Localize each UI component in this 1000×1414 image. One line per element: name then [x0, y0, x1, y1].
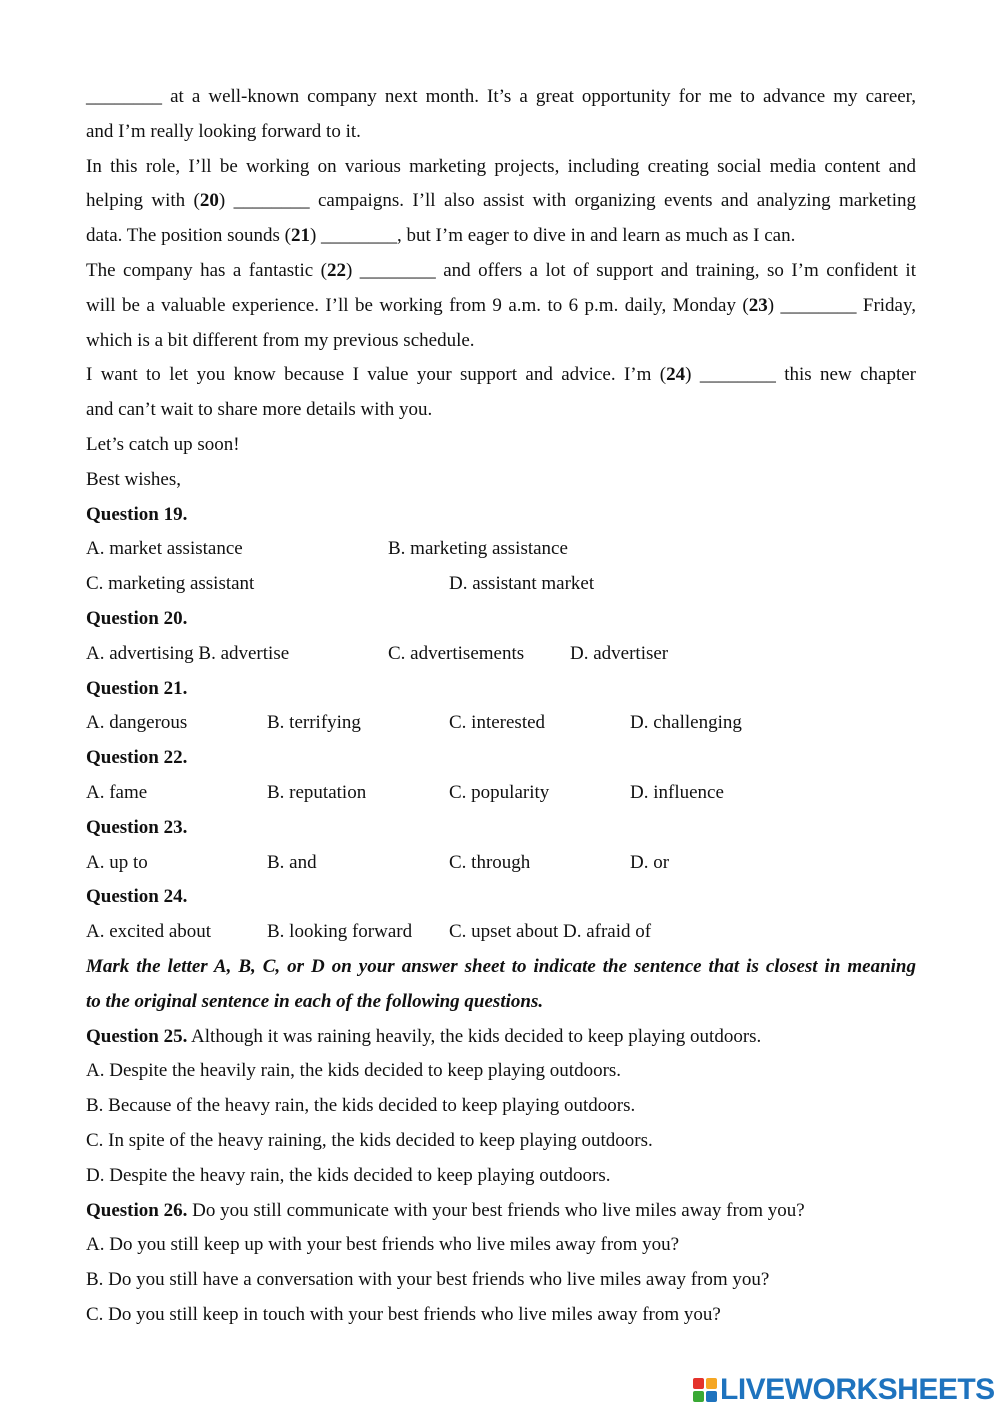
question-label: Question 21. — [86, 677, 188, 699]
options-row — [86, 706, 916, 741]
answer-option[interactable]: D. Despite the heavy rain, the kids decided to keep playing outdoors. — [86, 1164, 611, 1186]
answer-option[interactable]: A. fame — [86, 781, 148, 803]
passage-line: which is a bit different from my previous schedule. — [86, 329, 475, 351]
passage-line: and can’t wait to share more details with you. — [86, 399, 433, 421]
question-label: Question 20. — [86, 607, 188, 629]
worksheet-page — [86, 80, 916, 1333]
liveworksheets-logo[interactable] — [693, 1374, 995, 1406]
answer-option[interactable]: A. excited about — [86, 921, 212, 943]
answer-option[interactable]: D. influence — [630, 781, 724, 803]
options-row — [86, 915, 916, 950]
answer-option[interactable]: B. reputation — [267, 781, 367, 803]
answer-option[interactable]: A. dangerous — [86, 712, 188, 734]
passage-line: ________ at a well-known company next month. It’s a great opportunity for me to advance my career, — [86, 86, 916, 107]
question-label: Question 19. — [86, 503, 188, 525]
answer-option[interactable]: A. Do you still keep up with your best friends who live miles away from you? — [86, 1234, 680, 1256]
question-label: Question 22. — [86, 747, 188, 769]
passage-line: data. The position sounds (21) ________, but I’m eager to dive in and learn as much as I can. — [86, 225, 796, 247]
question-label: Question 24. — [86, 886, 188, 908]
options-row — [86, 637, 916, 672]
logo-text: LIVEWORKSHEETS — [720, 1373, 995, 1406]
options-row — [86, 567, 916, 602]
answer-option[interactable]: C. marketing assistant — [86, 573, 255, 595]
logo-mark-icon — [693, 1378, 717, 1402]
answer-option[interactable]: B. looking forward — [267, 921, 413, 943]
answer-option[interactable]: B. and — [267, 851, 317, 873]
blank-number: 24 — [666, 364, 686, 386]
options-row — [86, 776, 916, 811]
answer-option[interactable]: C. through — [449, 851, 531, 873]
question-stem: Question 25. Although it was raining heavily, the kids decided to keep playing outdoors. — [86, 1025, 762, 1047]
answer-option[interactable]: C. advertisements — [388, 642, 525, 664]
answer-option[interactable]: C. interested — [449, 712, 546, 734]
options-row — [86, 846, 916, 881]
logo-square — [693, 1391, 704, 1402]
answer-option[interactable]: C. popularity — [449, 781, 550, 803]
question-label: Question 26. — [86, 1199, 188, 1221]
passage-line: I want to let you know because I value your support and advice. I’m (24) ________ this new chapter — [86, 364, 916, 386]
passage-line: In this role, I’ll be working on various marketing projects, including creating social media content and — [86, 155, 916, 177]
passage-line: Best wishes, — [86, 468, 181, 490]
question-stem: Question 26. Do you still communicate with your best friends who live miles away from you? — [86, 1199, 805, 1221]
answer-option[interactable]: A. Despite the heavily rain, the kids decided to keep playing outdoors. — [86, 1060, 622, 1082]
passage-line: will be a valuable experience. I’ll be working from 9 a.m. to 6 p.m. daily, Monday (23) ________ Friday, — [86, 294, 917, 316]
question-label: Question 25. — [86, 1025, 188, 1047]
logo-square — [706, 1391, 717, 1402]
question-label: Question 23. — [86, 816, 188, 838]
passage-line: helping with (20) ________ campaigns. I’ll also assist with organizing events and analyzing marketing — [86, 190, 916, 212]
answer-option[interactable]: A. advertising B. advertise — [86, 642, 290, 664]
answer-option[interactable]: B. marketing assistance — [388, 538, 568, 560]
answer-option[interactable]: C. upset about D. afraid of — [449, 921, 652, 943]
blank-number: 21 — [290, 225, 310, 247]
options-row — [86, 532, 916, 567]
answer-option[interactable]: A. up to — [86, 851, 148, 873]
answer-option[interactable]: C. In spite of the heavy raining, the kids decided to keep playing outdoors. — [86, 1129, 653, 1151]
answer-option[interactable]: B. terrifying — [267, 712, 361, 734]
passage-line: and I’m really looking forward to it. — [86, 120, 361, 142]
logo-square — [693, 1378, 704, 1389]
blank-number: 22 — [326, 259, 346, 281]
blank-number: 20 — [199, 190, 219, 212]
passage-line: Let’s catch up soon! — [86, 433, 240, 455]
answer-option[interactable]: C. Do you still keep in touch with your best friends who live miles away from you? — [86, 1303, 721, 1325]
instruction-text: to the original sentence in each of the following questions. — [86, 990, 544, 1012]
blank-number: 23 — [748, 294, 768, 316]
answer-option[interactable]: A. market assistance — [86, 538, 243, 560]
answer-option[interactable]: D. challenging — [630, 712, 742, 734]
instruction-text: Mark the letter A, B, C, or D on your answer sheet to indicate the sentence that is closest in meaning — [86, 955, 916, 977]
answer-option[interactable]: D. or — [630, 851, 670, 873]
answer-option[interactable]: B. Because of the heavy rain, the kids decided to keep playing outdoors. — [86, 1095, 636, 1117]
answer-option[interactable]: B. Do you still have a conversation with your best friends who live miles away from you? — [86, 1269, 770, 1291]
passage-line: The company has a fantastic (22) ________ and offers a lot of support and training, so I’m confident it — [86, 259, 916, 281]
logo-square — [706, 1378, 717, 1389]
answer-option[interactable]: D. assistant market — [449, 573, 595, 595]
answer-option[interactable]: D. advertiser — [570, 642, 669, 664]
